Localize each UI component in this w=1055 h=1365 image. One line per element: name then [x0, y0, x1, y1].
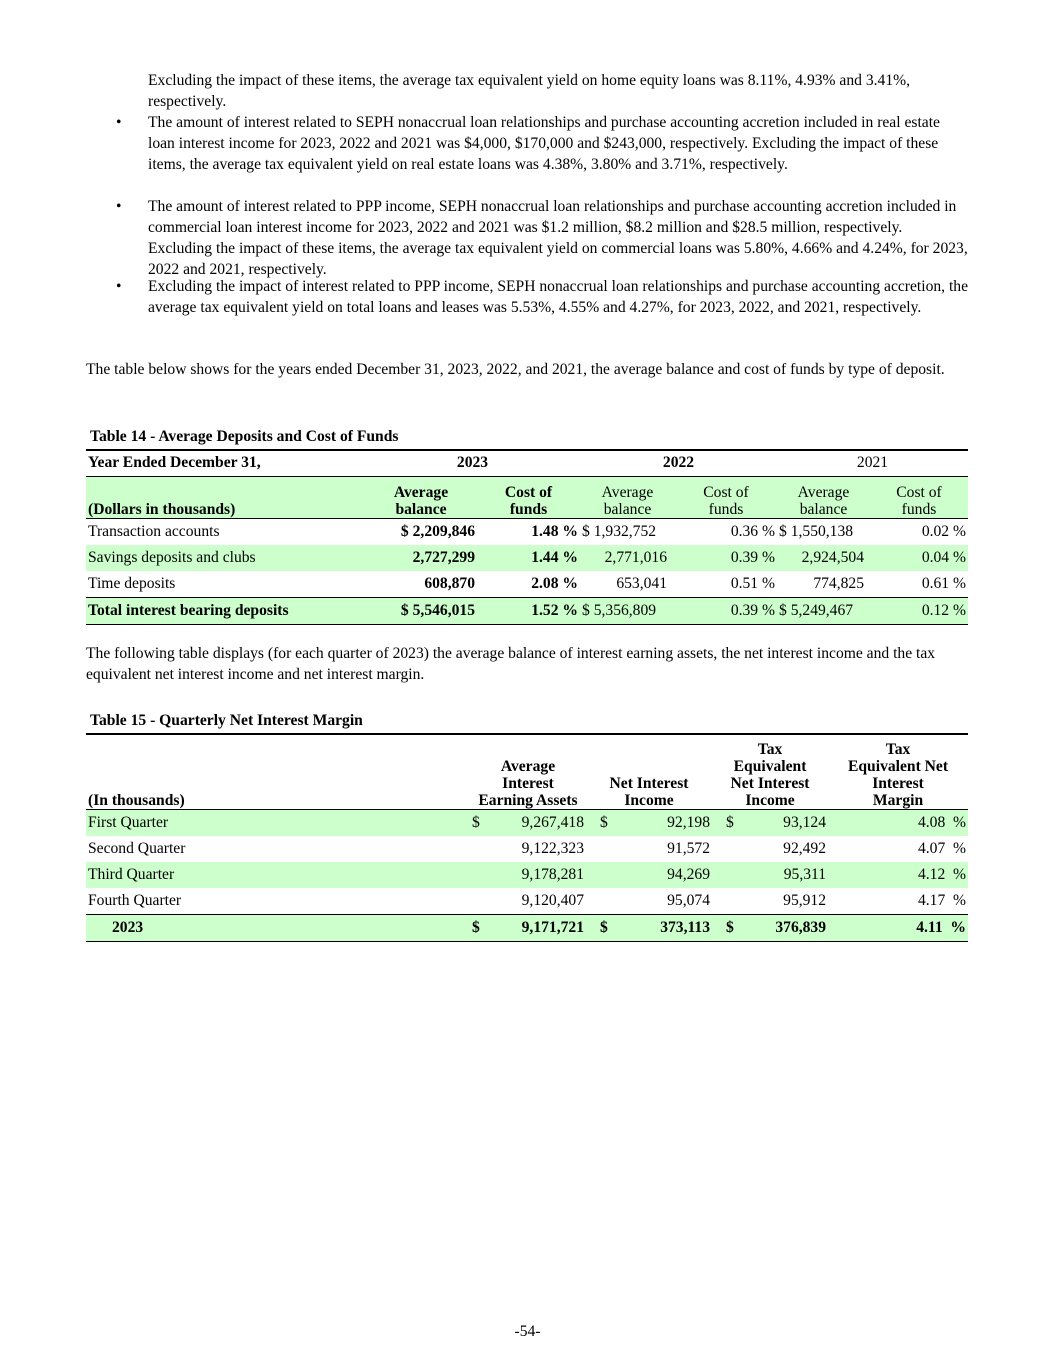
col-cost-of-funds [477, 476, 580, 518]
cell: 2,771,016 [604, 548, 667, 566]
currency-sign: $ [600, 813, 608, 831]
header-text: Income [624, 791, 674, 809]
cell: 0.12 % [921, 601, 966, 619]
bullet-item [86, 276, 970, 318]
currency-sign: $ [472, 813, 480, 831]
row-label: Fourth Quarter [88, 891, 182, 909]
table-row-total [86, 597, 968, 624]
col-te-net-interest-margin [828, 734, 968, 809]
cell: 95,311 [783, 865, 827, 883]
bullet-item [86, 112, 970, 175]
table14-caption: Table 14 - Average Deposits and Cost of Funds [90, 428, 399, 445]
table14-average-deposits [86, 449, 968, 625]
table-row-total [86, 914, 968, 941]
col-net-interest-income [586, 734, 712, 809]
table-row [86, 518, 968, 545]
header-text: balance [395, 500, 447, 518]
cell: $ 1,550,138 [779, 522, 854, 540]
header-text: Cost of [896, 483, 942, 501]
header-text: Average [797, 483, 850, 501]
col-avg-earning-assets [470, 734, 586, 809]
cell: 4.17 % [917, 891, 967, 909]
header-text: funds [708, 500, 744, 518]
cell: 1.48 % [531, 522, 578, 540]
currency-sign: $ [726, 918, 734, 936]
row-label: Time deposits [88, 574, 176, 592]
cell: 9,171,721 [521, 918, 584, 936]
cell: $ 5,356,809 [582, 601, 657, 619]
header-text: balance [799, 500, 848, 518]
cell: 9,120,407 [521, 891, 584, 909]
header-text: funds [509, 500, 548, 518]
cell: 4.12 % [917, 865, 967, 883]
col-avg-balance [365, 476, 477, 518]
row-label: Second Quarter [88, 839, 186, 857]
table-row [86, 836, 968, 862]
cell: 9,267,418 [521, 813, 584, 831]
bullet-item [86, 196, 970, 280]
row-label: 2023 [112, 918, 144, 936]
cell: 94,269 [667, 865, 711, 883]
cell: 0.51 % [730, 574, 775, 592]
unit-label: (Dollars in thousands) [88, 500, 236, 518]
cell: 653,041 [616, 574, 667, 592]
cell: 92,492 [783, 839, 827, 857]
cell: 0.02 % [921, 522, 966, 540]
cell: 1.44 % [531, 548, 578, 566]
cell: 376,839 [775, 918, 827, 936]
row-label: Total interest bearing deposits [88, 601, 289, 619]
header-text: Cost of [504, 483, 553, 501]
table-row [86, 571, 968, 598]
bullet-text: The amount of interest related to SEPH nonaccrual loan relationships and purchase accounting accretion included in real estate loan interest income for 2023, 2022 and 2021 was $4,000, $170,000 and $243,000, respectively. Excluding the impact of these items, the average tax equivalent yield on real estate loans was 4.38%, 3.80% and 3.71%, respectively. [148, 114, 940, 173]
header-text: balance [603, 500, 652, 518]
cell: 2,727,299 [412, 548, 475, 566]
header-text: Cost of [703, 483, 749, 501]
cell: $ 5,249,467 [779, 601, 854, 619]
row-label: Transaction accounts [88, 522, 220, 540]
cell: 2,924,504 [801, 548, 864, 566]
cell: 9,178,281 [521, 865, 584, 883]
header-text: Average [393, 483, 449, 501]
col-cost-of-funds [675, 476, 777, 518]
cell: $ 2,209,846 [400, 522, 475, 540]
header-text: Earning Assets [478, 791, 578, 809]
bullet-marker: • [116, 114, 122, 131]
cell: 4.07 % [917, 839, 967, 857]
cell: 92,198 [667, 813, 711, 831]
header-text: Average [500, 757, 556, 775]
header-text: Net Interest [609, 774, 689, 792]
cell: 9,122,323 [521, 839, 584, 857]
table15-quarterly-nim [86, 733, 968, 942]
cell: 4.11 % [916, 918, 967, 936]
cell: 1.52 % [531, 601, 578, 619]
row-label: Third Quarter [88, 865, 175, 883]
header-text: funds [901, 500, 937, 518]
cell: 95,074 [667, 891, 711, 909]
header-text: Average [601, 483, 654, 501]
currency-sign: $ [472, 918, 480, 936]
table-row [86, 809, 968, 836]
table-row [86, 545, 968, 571]
cell: 93,124 [783, 813, 827, 831]
currency-sign: $ [600, 918, 608, 936]
bullet-marker: • [116, 198, 122, 215]
header-text: Income [745, 791, 795, 809]
intro-continuation: Excluding the impact of these items, the average tax equivalent yield on home equity loans was 8.11%, 4.93% and 3.41%, respectively. [148, 72, 911, 110]
header-text: Margin [872, 791, 924, 809]
header-text: Interest [872, 774, 924, 792]
header-text: Equivalent [733, 757, 807, 775]
currency-sign: $ [726, 813, 734, 831]
row-label: Savings deposits and clubs [88, 548, 256, 566]
table15-caption: Table 15 - Quarterly Net Interest Margin [90, 712, 363, 729]
bullet-text: The amount of interest related to PPP income, SEPH nonaccrual loan relationships and purchase accounting accretion included in commercial loan interest income for 2023, 2022 and 2021 was $1.2 million, $8.2 million and $28.5 million, respectively. Excluding the impact of these items, the average tax equivalent yield on commercial loans was 5.80%, 4.66% and 4.24%, for 2023, 2022 and 2021, respectively. [148, 198, 968, 278]
cell: 0.39 % [730, 548, 775, 566]
page-number: -54- [514, 1323, 541, 1340]
cell: 0.61 % [921, 574, 966, 592]
header-text: Tax [757, 740, 783, 758]
year-2021: 2021 [856, 454, 889, 472]
cell: 2.08 % [531, 574, 578, 592]
cell: 608,870 [424, 574, 475, 592]
cell: 0.36 % [730, 522, 775, 540]
header-text: Equivalent Net [847, 757, 949, 775]
cell: 95,912 [783, 891, 827, 909]
cell: 0.39 % [730, 601, 775, 619]
header-text: Interest [502, 774, 554, 792]
col-avg-balance [777, 476, 870, 518]
unit-label: (In thousands) [88, 791, 185, 809]
col-cost-of-funds [870, 476, 968, 518]
cell: $ 1,932,752 [582, 522, 657, 540]
year-2023: 2023 [456, 454, 489, 472]
row-label: First Quarter [88, 813, 169, 831]
cell: 774,825 [813, 574, 864, 592]
cell: 373,113 [660, 918, 711, 936]
cell: 0.04 % [921, 548, 966, 566]
year-label: Year Ended December 31, [88, 454, 261, 472]
col-avg-balance [580, 476, 675, 518]
header-text: Net Interest [730, 774, 810, 792]
cell: 91,572 [667, 839, 711, 857]
table-row [86, 888, 968, 915]
header-text: Tax [885, 740, 911, 758]
bullet-marker: • [116, 278, 122, 295]
paragraph-deposits-intro: The table below shows for the years ended December 31, 2023, 2022, and 2021, the average balance and cost of funds by type of deposit. [86, 361, 945, 378]
bullet-text: Excluding the impact of interest related to PPP income, SEPH nonaccrual loan relationships and purchase accounting accretion, the average tax equivalent yield on total loans and leases was 5.53%, 4.55% and 4.27%, for 2023, 2022, and 2021, respectively. [148, 278, 969, 316]
col-te-net-interest-income [712, 734, 828, 809]
paragraph-nim-intro: The following table displays (for each quarter of 2023) the average balance of interest earning assets, the net interest income and the tax equivalent net interest income and net interest margin. [86, 645, 936, 683]
cell: 4.08 % [917, 813, 967, 831]
cell: $ 5,546,015 [400, 601, 475, 619]
table-row [86, 862, 968, 888]
year-2022: 2022 [662, 454, 695, 472]
